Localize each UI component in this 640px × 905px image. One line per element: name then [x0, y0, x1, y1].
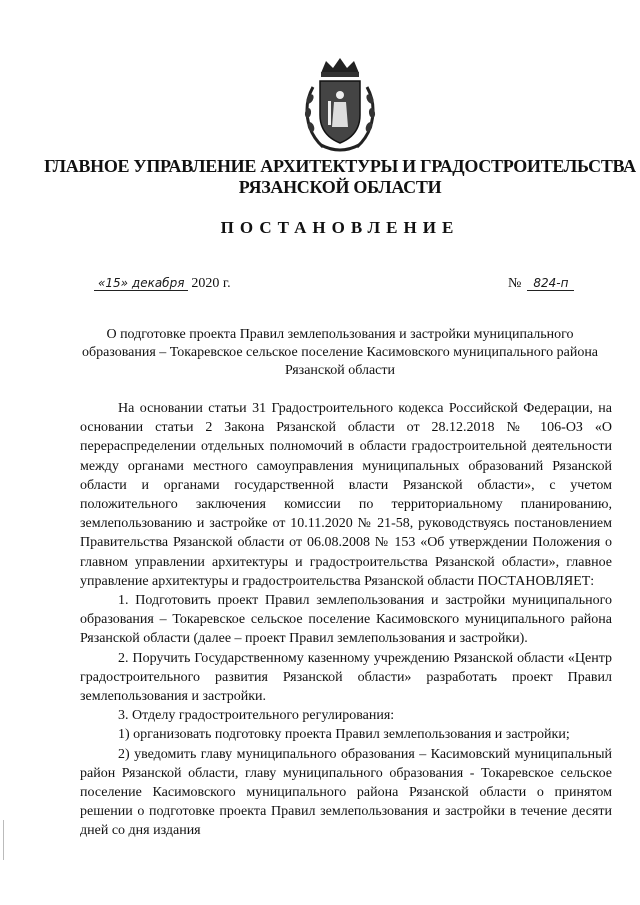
date-year: 2020 г.	[191, 276, 231, 291]
document-type-title: ПОСТАНОВЛЕНИЕ	[220, 218, 460, 237]
scan-margin-mark	[2, 820, 6, 860]
number-label: №	[508, 276, 522, 291]
clause-3-2: 2) уведомить главу муниципального образования – Касимовский муниципальный район Рязанской области, главу муниципального образования - Токаревское сельское поселение Касимовского муниципального района Рязанской области о принятом решении о подготовке проекта Правил землепользования и застройки в течение десяти дней со дня издания	[80, 746, 612, 839]
org-name-line-1: ГЛАВНОЕ УПРАВЛЕНИЕ АРХИТЕКТУРЫ И ГРАДОСТРОИТЕЛЬСТВА	[44, 156, 636, 176]
document-subject: О подготовке проекта Правил землепользования и застройки муниципального образования – Токаревское сельское поселение Касимовского муниципального района Рязанской области	[81, 327, 599, 378]
document-body	[80, 399, 612, 841]
clause-1: 1. Подготовить проект Правил землепользования и застройки муниципального образования – Токаревское сельское поселение Касимовского муниципального района Рязанской области (далее – проект Правил землепользования и застройки).	[80, 593, 612, 647]
clause-3-1: 1) организовать подготовку проекта Правил землепользования и застройки;	[118, 727, 570, 743]
handwritten-date: «15» декабря	[94, 276, 188, 291]
handwritten-number: 824-п	[527, 276, 574, 291]
document-date	[94, 276, 231, 292]
org-name-line-2: РЯЗАНСКОЙ ОБЛАСТИ	[238, 177, 442, 197]
document-number	[508, 276, 574, 292]
issuing-authority	[40, 156, 640, 198]
coat-of-arms-icon	[299, 55, 381, 155]
clause-3: 3. Отделу градостроительного регулирования:	[118, 708, 395, 724]
preamble-paragraph: На основании статьи 31 Градостроительного кодекса Российской Федерации, на основании статьи 2 Закона Рязанской области от 28.12.2018 № 106-ОЗ «О перераспределении отдельных полномочий в области градостроительной деятельности между органами местного самоуправления муниципальных образований Рязанской области и органами государственной власти Рязанской области», с учетом положительного заключения комиссии по территориальному планированию, землепользованию и застройке от 10.11.2020 № 21-58, руководствуясь постановлением Правительства Рязанской области от 06.08.2008 № 153 «Об утверждении Положения о главном управлении архитектуры и градостроительства Рязанской области», главное управление архитектуры и градостроительства Рязанской области ПОСТАНОВЛЯЕТ:	[80, 401, 612, 589]
clause-2: 2. Поручить Государственному казенному учреждению Рязанской области «Центр градостроительного развития Рязанской области» разработать проект Правил землепользования и застройки.	[80, 650, 612, 705]
